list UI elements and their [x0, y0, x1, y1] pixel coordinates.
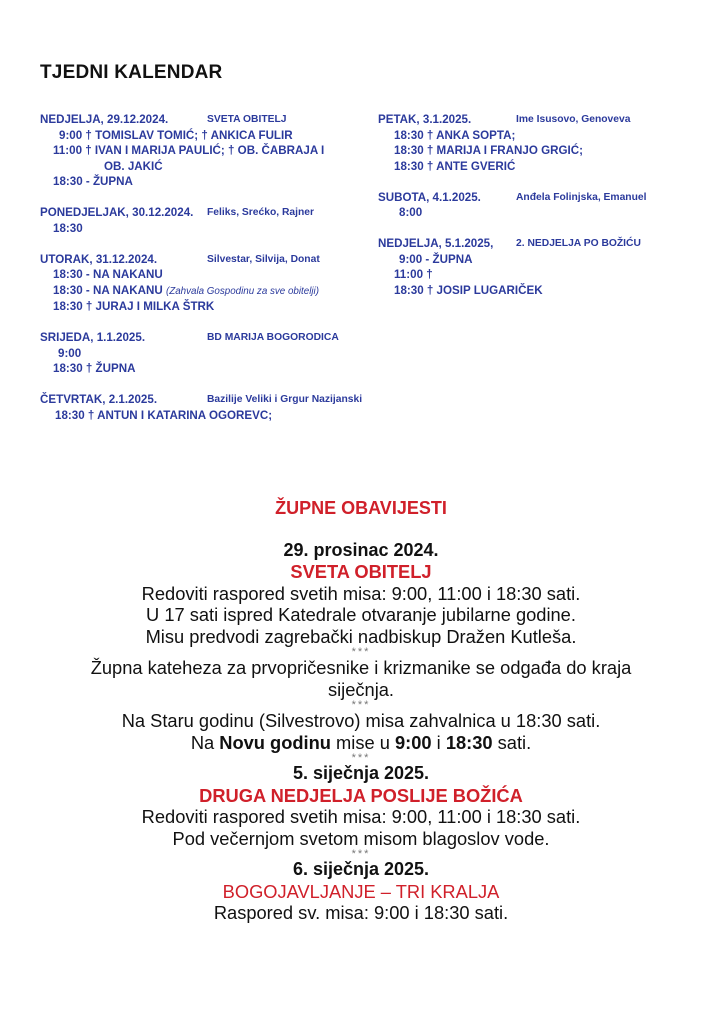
notice-text: Pod večernjom svetom misom blagoslov vode.	[172, 827, 550, 849]
notice-text: Župna kateheza za prvopričesnike i krizmanike se odgađa do kraja	[90, 657, 632, 678]
text-fragment: mise u	[330, 731, 395, 753]
notice-text: Misu predvodi zagrebački nadbiskup Dražen Kutleša.	[145, 625, 577, 647]
mass-line: 18:30 † ANTUN I KATARINA OGOREVC;	[55, 408, 273, 422]
separator-stars: ***	[351, 848, 371, 860]
notice-text: Raspored sv. misa: 9:00 i 18:30 sati.	[213, 902, 509, 923]
notice-text-new-year	[0, 732, 722, 754]
day-name: PONEDJELJAK, 30.12.2024.	[40, 206, 194, 219]
day-feast: Feliks, Srećko, Rajner	[207, 207, 315, 218]
mass-line: 11:00 †	[394, 268, 433, 281]
mass-line: 18:30 † ANKA SOPTA;	[394, 128, 516, 142]
calendar-day	[40, 205, 370, 236]
day-feast: Ime Isusovo, Genoveva	[516, 114, 631, 125]
calendar-left-column	[40, 112, 370, 439]
day-name: PETAK, 3.1.2025.	[378, 113, 472, 126]
calendar-day	[378, 236, 708, 298]
mass-line: 11:00 † IVAN I MARIJA PAULIĆ; † OB. ČABRAJA I	[53, 144, 325, 157]
calendar-right-column	[378, 112, 708, 314]
day-feast: Anđela Folinjska, Emanuel	[516, 191, 647, 203]
day-name: NEDJELJA, 5.1.2025,	[378, 237, 494, 250]
day-feast: SVETA OBITELJ	[207, 114, 287, 125]
notice-text: Na Staru godinu (Silvestrovo) misa zahvalnica u 18:30 sati.	[121, 710, 601, 731]
day-name: ČETVRTAK, 2.1.2025.	[40, 393, 158, 406]
calendar-day	[40, 392, 370, 423]
notice-date: 5. siječnja 2025.	[292, 763, 430, 783]
calendar-day	[40, 112, 370, 190]
day-name: UTORAK, 31.12.2024.	[40, 252, 158, 266]
text-fragment: i	[431, 731, 446, 753]
calendar-day	[378, 112, 708, 174]
calendar-day	[40, 330, 370, 377]
calendar-day	[378, 190, 708, 221]
mass-line: 18:30 - NA NAKANU	[53, 268, 163, 281]
mass-line: 9:00 † TOMISLAV TOMIĆ; † ANKICA FULIR	[59, 128, 293, 142]
text-bold: Novu godinu	[219, 731, 331, 753]
mass-line: 18:30	[53, 221, 83, 235]
day-feast: BD MARIJA BOGORODICA	[207, 332, 339, 343]
day-name: NEDJELJA, 29.12.2024.	[40, 113, 169, 126]
mass-note: (Zahvala Gospodinu za sve obitelji)	[165, 285, 319, 297]
notice-feast: BOGOJAVLJANJE – TRI KRALJA	[222, 880, 500, 902]
notice-date: 6. siječnja 2025.	[292, 859, 430, 879]
text-fragment: sati.	[492, 731, 532, 753]
separator-stars: ***	[351, 699, 371, 711]
notices-heading: ŽUPNE OBAVIJESTI	[275, 498, 447, 518]
mass-line: 8:00	[399, 206, 423, 219]
notice-date: 29. prosinac 2024.	[283, 539, 439, 560]
mass-line: 18:30 † JOSIP LUGARIČEK	[394, 283, 543, 297]
mass-line: 9:00 - ŽUPNA	[399, 252, 473, 266]
mass-line: 18:30 † ŽUPNA	[53, 362, 136, 375]
notice-text: U 17 sati ispred Katedrale otvaranje jubilarne godine.	[146, 604, 576, 625]
day-feast: Silvestar, Silvija, Donat	[207, 253, 320, 265]
parish-notices	[0, 498, 722, 924]
page-title: TJEDNI KALENDAR	[40, 62, 223, 83]
day-name: SUBOTA, 4.1.2025.	[378, 190, 481, 204]
mass-line: 18:30 - ŽUPNA	[53, 175, 133, 188]
mass-line: 9:00	[58, 346, 82, 360]
mass-line: 18:30 † MARIJA I FRANJO GRGIĆ;	[394, 144, 583, 157]
calendar-day	[40, 252, 370, 315]
notice-feast: DRUGA NEDJELJA POSLIJE BOŽIĆA	[199, 784, 523, 806]
separator-stars: ***	[351, 752, 371, 764]
mass-line: 18:30 - NA NAKANU	[53, 283, 163, 297]
text-bold: 18:30	[445, 731, 493, 753]
day-feast: 2. NEDJELJA PO BOŽIĆU	[516, 238, 641, 249]
mass-line: OB. JAKIĆ	[104, 159, 163, 173]
notice-text: siječnja.	[327, 678, 395, 700]
day-feast: Bazilije Veliki i Grgur Nazijanski	[207, 394, 363, 405]
text-fragment: Na	[190, 731, 220, 753]
notice-text: Redoviti raspored svetih misa: 9:00, 11:00 i 18:30 sati.	[141, 582, 581, 604]
separator-stars: ***	[351, 646, 371, 658]
notice-feast: SVETA OBITELJ	[290, 561, 432, 582]
mass-line: 18:30 † JURAJ I MILKA ŠTRK	[53, 300, 215, 313]
day-name: SRIJEDA, 1.1.2025.	[40, 331, 146, 344]
text-bold: 9:00	[394, 731, 432, 753]
notice-text: Redoviti raspored svetih misa: 9:00, 11:00 i 18:30 sati.	[141, 806, 581, 827]
mass-line: 18:30 † ANTE GVERIĆ	[394, 159, 516, 173]
